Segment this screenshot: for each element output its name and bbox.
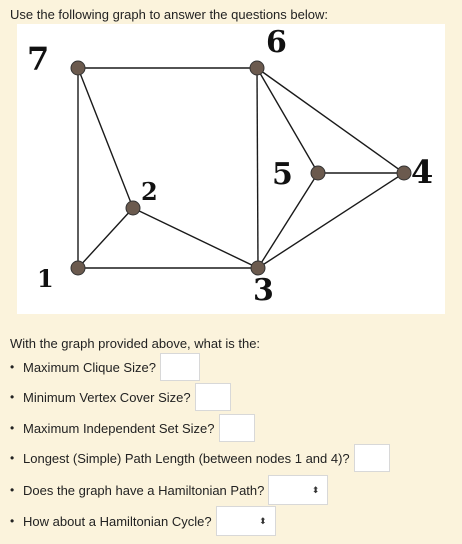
instructions-text: Use the following graph to answer the questions below:	[10, 7, 328, 22]
question-label: Maximum Clique Size?	[23, 359, 156, 375]
question-max-independent-set	[10, 415, 255, 441]
node-label-6: 6	[266, 25, 287, 60]
node-5	[311, 166, 325, 180]
min-vertex-cover-input[interactable]	[195, 383, 231, 411]
up-down-arrows-icon: ⬍	[259, 515, 267, 526]
node-2	[126, 201, 140, 215]
node-label-7: 7	[27, 40, 50, 78]
graph-image	[17, 24, 445, 314]
longest-path-input[interactable]	[354, 444, 390, 472]
up-down-arrows-icon: ⬍	[311, 484, 320, 495]
node-label-5: 5	[272, 157, 293, 192]
node-label-1: 1	[37, 264, 54, 293]
bullet: •	[10, 421, 15, 435]
question-label: Minimum Vertex Cover Size?	[23, 389, 191, 405]
question-longest-path	[10, 445, 390, 471]
question-hamiltonian-path	[10, 477, 328, 503]
bullet: •	[10, 451, 15, 465]
node-6	[250, 61, 264, 75]
hamiltonian-cycle-select[interactable]	[216, 506, 276, 536]
edge-7-2	[78, 68, 133, 208]
node-label-2: 2	[141, 177, 158, 206]
node-4	[397, 166, 411, 180]
question-label: Maximum Independent Set Size?	[23, 420, 215, 436]
node-label-4: 4	[411, 153, 434, 191]
bullet: •	[10, 483, 15, 497]
question-label: Longest (Simple) Path Length (between nodes 1 and 4)?	[23, 450, 350, 466]
node-1	[71, 261, 85, 275]
bullet: •	[10, 514, 15, 528]
hamiltonian-path-select[interactable]	[268, 475, 328, 505]
max-clique-input[interactable]	[160, 353, 200, 381]
edge-1-2	[78, 208, 133, 268]
question-hamiltonian-cycle	[10, 508, 276, 534]
node-7	[71, 61, 85, 75]
question-min-vertex-cover	[10, 384, 231, 410]
graph-diagram	[17, 24, 445, 314]
edge-2-3	[133, 208, 258, 268]
bullet: •	[10, 390, 15, 404]
max-independent-set-input[interactable]	[219, 414, 255, 442]
question-label: Does the graph have a Hamiltonian Path?	[23, 482, 265, 498]
questions-heading: With the graph provided above, what is the:	[10, 336, 261, 351]
question-max-clique	[10, 354, 200, 380]
question-label: How about a Hamiltonian Cycle?	[23, 513, 212, 529]
node-label-3: 3	[253, 273, 274, 308]
bullet: •	[10, 360, 15, 374]
edge-6-3	[257, 68, 258, 268]
